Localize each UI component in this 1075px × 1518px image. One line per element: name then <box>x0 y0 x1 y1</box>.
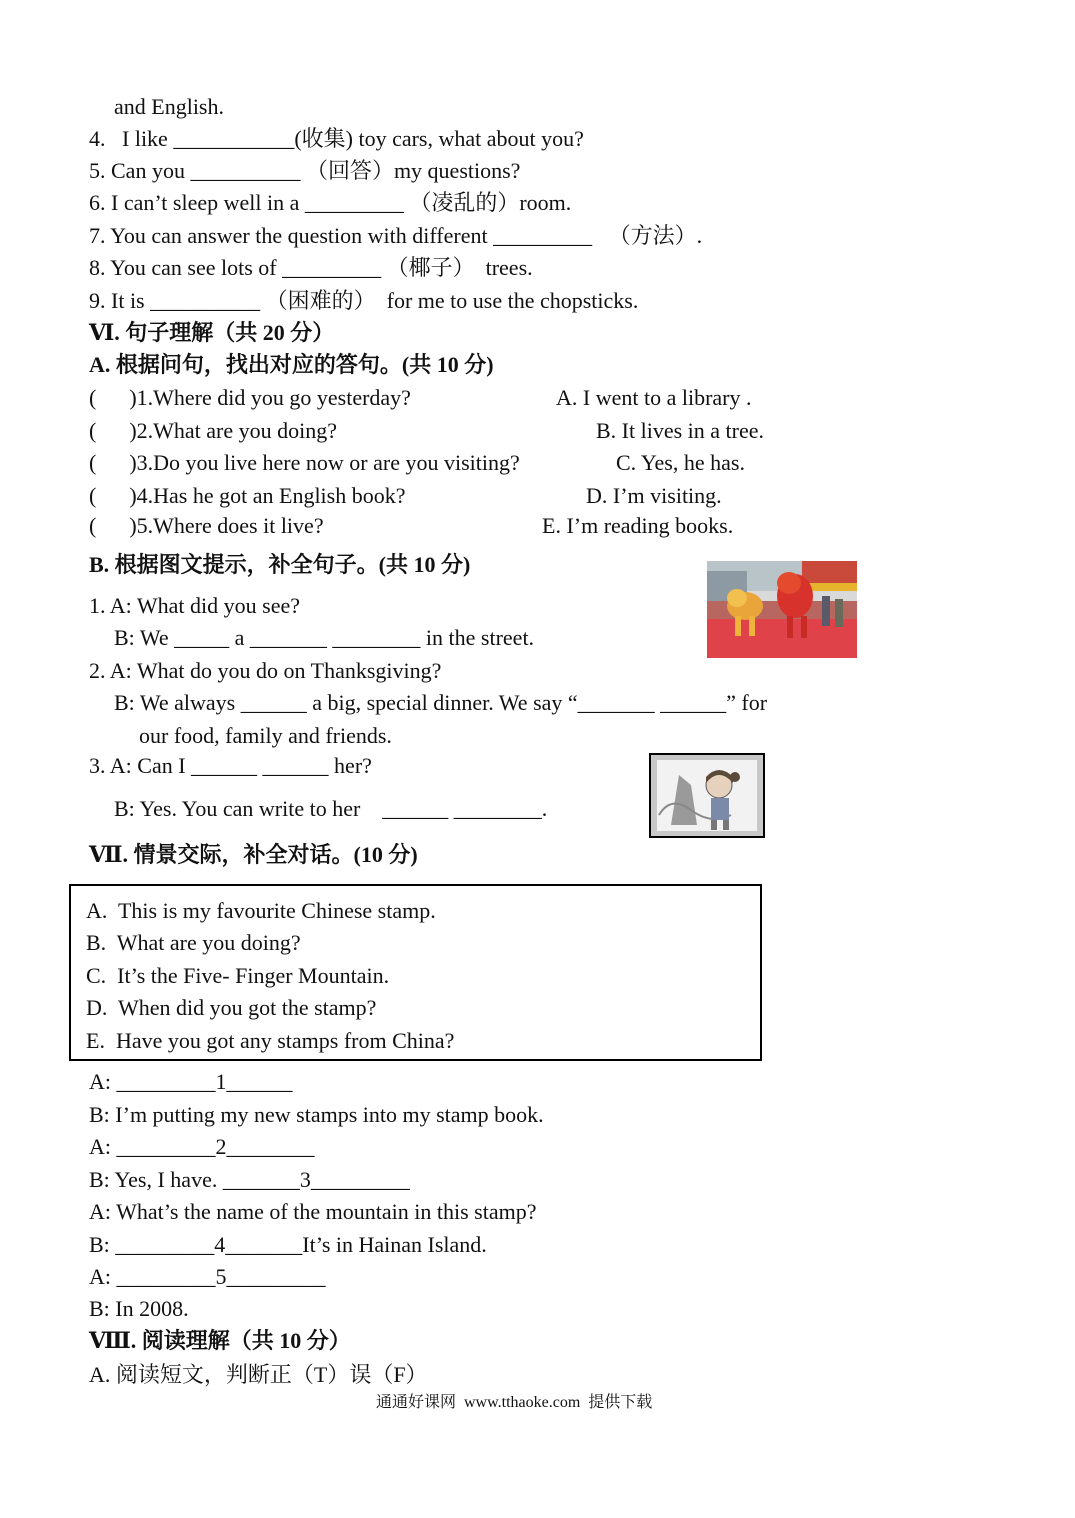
option-a: A. This is my favourite Chinese stamp. <box>86 898 436 923</box>
section-8a-title: A. 阅读短文，判断正（T）误（F） <box>89 1362 428 1387</box>
question-6: 6. I can’t sleep well in a _________ （凌乱的）room. <box>89 190 572 215</box>
match-answer-e: E. I’m reading books. <box>542 513 734 538</box>
option-b: B. What are you doing? <box>86 930 301 955</box>
dialogue-line: A: _________5_________ <box>89 1264 326 1289</box>
dialogue-line: A: What’s the name of the mountain in this stamp? <box>89 1199 537 1224</box>
section-6-title: Ⅵ. 句子理解（共 20 分） <box>89 320 335 345</box>
match-question-4: ( )4.Has he got an English book? <box>89 483 406 508</box>
option-d: D. When did you got the stamp? <box>86 995 377 1020</box>
fill-line: 1. A: What did you see? <box>89 593 300 618</box>
fill-line: 3. A: Can I ______ ______ her? <box>89 753 372 778</box>
question-7: 7. You can answer the question with different _________ （方法）. <box>89 223 703 248</box>
dialogue-line: B: I’m putting my new stamps into my stamp book. <box>89 1102 544 1127</box>
option-c: C. It’s the Five- Finger Mountain. <box>86 963 390 988</box>
dialogue-line: A: _________1______ <box>89 1069 293 1094</box>
dialogue-line: A: _________2________ <box>89 1134 315 1159</box>
fill-line: B: We always ______ a big, special dinner. We say “_______ ______” for <box>114 690 768 715</box>
dialogue-line: B: _________4_______It’s in Hainan Island. <box>89 1232 487 1257</box>
fill-line: B: We _____ a _______ ________ in the street. <box>114 625 535 650</box>
match-answer-c: C. Yes, he has. <box>616 450 745 475</box>
text-line: and English. <box>114 94 224 119</box>
match-question-1: ( )1.Where did you go yesterday? <box>89 385 411 410</box>
match-question-3: ( )3.Do you live here now or are you visiting? <box>89 450 520 475</box>
match-answer-a: A. I went to a library . <box>556 385 752 410</box>
section-7-title: Ⅶ. 情景交际，补全对话。(10 分) <box>89 842 418 867</box>
section-6a-title: A. 根据问句，找出对应的答句。(共 10 分) <box>89 352 494 377</box>
question-4: 4. I like ___________(收集) toy cars, what about you? <box>89 126 584 151</box>
question-8: 8. You can see lots of _________ （椰子） trees. <box>89 255 533 280</box>
fill-line: 2. A: What do you do on Thanksgiving? <box>89 658 442 683</box>
section-8-title: Ⅷ. 阅读理解（共 10 分） <box>89 1328 351 1353</box>
lion-dance-photo <box>707 561 857 658</box>
dialogue-line: B: Yes, I have. _______3_________ <box>89 1167 410 1192</box>
page-footer: 通通好课网 www.tthaoke.com 提供下载 <box>376 1394 653 1411</box>
match-question-5: ( )5.Where does it live? <box>89 513 324 538</box>
girl-writing-picture <box>649 753 765 838</box>
dialogue-line: B: In 2008. <box>89 1296 189 1321</box>
fill-line: B: Yes. You can write to her ______ ________. <box>114 796 548 821</box>
question-9: 9. It is __________ （困难的） for me to use the chopsticks. <box>89 288 639 313</box>
match-answer-b: B. It lives in a tree. <box>596 418 765 443</box>
section-6b-title: B. 根据图文提示，补全句子。(共 10 分) <box>89 552 471 577</box>
match-question-2: ( )2.What are you doing? <box>89 418 338 443</box>
question-5: 5. Can you __________ （回答）my questions? <box>89 158 521 183</box>
fill-line: our food, family and friends. <box>139 723 392 748</box>
match-answer-d: D. I’m visiting. <box>586 483 722 508</box>
option-e: E. Have you got any stamps from China? <box>86 1028 455 1053</box>
